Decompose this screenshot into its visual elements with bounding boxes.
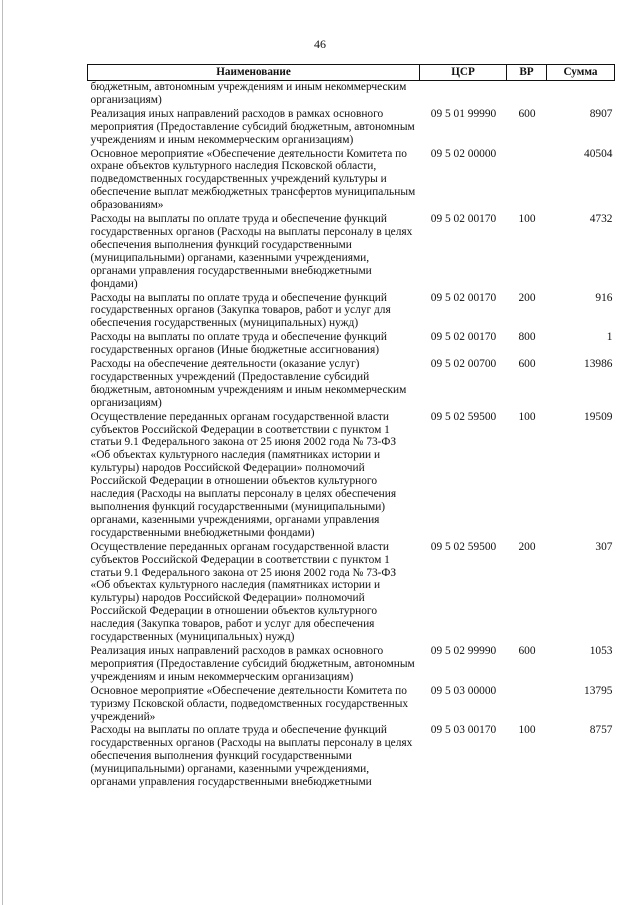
table-row	[88, 331, 615, 358]
row-sum: 4732	[589, 213, 613, 226]
row-sum: 8757	[589, 724, 613, 737]
table-row	[88, 81, 615, 108]
header-name: Наименование	[88, 65, 420, 81]
row-vr: 600	[518, 644, 536, 657]
table-body	[88, 81, 615, 790]
row-vr: 800	[518, 331, 536, 344]
row-name: Основное мероприятие «Обеспечение деятельности Комитета по охране объектов культурного наследия Псковской области, подведомственных государственных учреждений культуры и обеспечение выплат межбюджетных трансфертов муниципальным образованиям»	[90, 147, 416, 212]
row-sum: 40504	[584, 147, 613, 160]
row-vr	[507, 148, 547, 214]
row-vr: 200	[518, 540, 536, 553]
row-sum: 13986	[584, 358, 613, 371]
row-sum: 916	[595, 291, 613, 304]
row-sum: 1053	[589, 644, 613, 657]
row-vr	[507, 685, 547, 725]
row-name: Осуществление переданных органам государственной власти субъектов Российской Федерации в соответствии с пунктом 1 статьи 9.1 Федерального закона от 25 июня 2002 года № 73-ФЗ «Об объектах культурного наследия (памятниках истории и культуры) народов Российской Федерации» полномочий Российской Федерации в отношении объектов культурного наследия (Закупка товаров, работ и услуг для обеспечения государственных (муниципальных) нужд)	[90, 540, 397, 644]
row-name: бюджетным, автономным учреждениям и иным некоммерческим организациям)	[90, 81, 407, 106]
table-row	[88, 685, 615, 725]
table-row	[88, 108, 615, 148]
row-name: Расходы на обеспечение деятельности (оказание услуг) государственных учреждений (Предоставление субсидий бюджетным, автономным учреждениям и иным некоммерческим организациям)	[90, 358, 407, 409]
row-sum: 19509	[584, 410, 613, 423]
row-sum: 1	[606, 331, 613, 344]
table-row	[88, 724, 615, 790]
header-sum: Сумма	[547, 65, 615, 81]
row-vr: 600	[518, 107, 536, 120]
row-csr: 09 5 02 00170	[430, 331, 497, 344]
row-name: Расходы на выплаты по оплате труда и обеспечение функций государственных органов (Расходы на выплаты персоналу в целях обеспечения выполнения функций государственными (муниципальными) органами, казенными учреждениями, органами управления государственными внебюджетными фондами)	[90, 213, 413, 290]
row-csr: 09 5 02 59500	[430, 410, 497, 423]
scan-edge	[2, 0, 3, 905]
row-name: Реализация иных направлений расходов в рамках основного мероприятия (Предоставление субсидий бюджетным, автономным учреждениям и иным некоммерческим организациям)	[90, 107, 415, 146]
table-row	[88, 411, 615, 541]
table-row	[88, 645, 615, 685]
header-vr: ВР	[507, 65, 547, 81]
table-header-row	[88, 65, 615, 81]
row-name: Расходы на выплаты по оплате труда и обеспечение функций государственных органов (Закупка товаров, работ и услуг для обеспечения государственных (муниципальных) нужд)	[90, 291, 391, 330]
row-csr: 09 5 02 00170	[430, 213, 497, 226]
row-vr: 100	[518, 724, 536, 737]
row-name: Осуществление переданных органам государственной власти субъектов Российской Федерации в соответствии с пунктом 1 статьи 9.1 Федерального закона от 25 июня 2002 года № 73-ФЗ «Об объектах культурного наследия (памятниках истории и культуры) народов Российской Федерации» полномочий Российской Федерации в отношении объектов культурного наследия (Расходы на выплаты персоналу в целях обеспечения выполнения функций государственными (муниципальными) органами, казенными учреждениями, органами управления государственными внебюджетными фондами)	[90, 410, 397, 539]
row-vr: 100	[518, 213, 536, 226]
row-vr: 200	[518, 291, 536, 304]
table-row	[88, 213, 615, 291]
table-row	[88, 148, 615, 214]
row-csr: 09 5 03 00000	[430, 684, 497, 697]
row-csr: 09 5 02 99990	[430, 644, 497, 657]
table-row	[88, 292, 615, 332]
row-sum: 307	[595, 540, 613, 553]
row-csr: 09 5 02 00000	[430, 147, 497, 160]
row-csr: 09 5 02 00700	[430, 358, 497, 371]
table-row	[88, 541, 615, 645]
row-name: Основное мероприятие «Обеспечение деятельности Комитета по туризму Псковской области, подведомственных государственных учреждений»	[90, 684, 409, 723]
row-csr	[420, 81, 507, 108]
row-csr: 09 5 02 00170	[430, 291, 497, 304]
row-sum	[547, 81, 615, 108]
row-name: Реализация иных направлений расходов в рамках основного мероприятия (Предоставление субсидий бюджетным, автономным учреждениям и иным некоммерческим организациям)	[90, 644, 415, 683]
row-vr: 100	[518, 410, 536, 423]
table-row	[88, 358, 615, 411]
page-number: 46	[314, 37, 326, 51]
row-csr: 09 5 02 59500	[430, 540, 497, 553]
row-vr: 600	[518, 358, 536, 371]
budget-table	[87, 64, 615, 790]
row-name: Расходы на выплаты по оплате труда и обеспечение функций государственных органов (Расходы на выплаты персоналу в целях обеспечения выполнения функций государственными (муниципальными) органами, казенными учреждениями, органами управления государственными внебюджетными	[90, 724, 413, 789]
row-sum: 8907	[589, 107, 613, 120]
row-name: Расходы на выплаты по оплате труда и обеспечение функций государственных органов (Иные бюджетные ассигнования)	[90, 331, 387, 357]
row-vr	[507, 81, 547, 108]
row-sum: 13795	[584, 684, 613, 697]
row-csr: 09 5 03 00170	[430, 724, 497, 737]
header-csr: ЦСР	[420, 65, 507, 81]
row-csr: 09 5 01 99990	[430, 107, 497, 120]
